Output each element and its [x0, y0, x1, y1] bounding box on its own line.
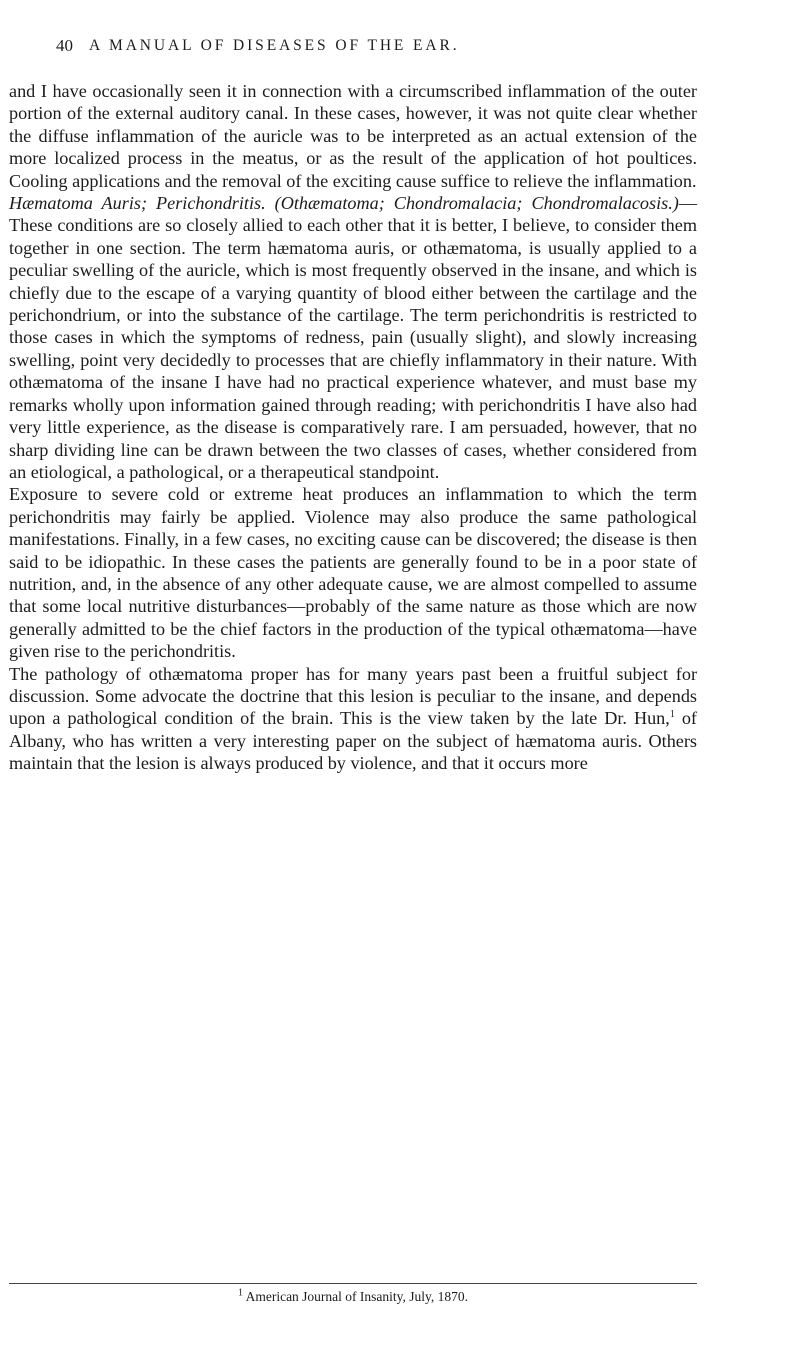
footnote-divider	[9, 1283, 697, 1284]
footnote-text: American Journal of Insanity, July, 1870.	[242, 1289, 469, 1304]
paragraph-2-text: —These conditions are so closely allied to each other that it is better, I believe, to consider them together in one section. The term hæmatoma auris, or othæmatoma, is usually applied to a peculiar swelling of the auricle, which is most frequently observed in the insane, and which is chiefly due to the escape of a varying quantity of blood either between the cartilage and the perichondrium, or into the substance of the cartilage. The term perichondritis is restricted to those cases in which the symptoms of redness, pain (usually slight), and slowly increasing swelling, point very decidedly to processes that are chiefly inflammatory in their nature. With othæmatoma of the insane I have had no practical experience whatever, and must base my remarks wholly upon information gained through reading; with perichondritis I have also had very little experience, as the disease is comparatively rare. I am persuaded, however, that no sharp dividing line can be drawn between the two classes of cases, whether considered from an etiological, a pathological, or a therapeutical standpoint.	[9, 193, 698, 482]
paragraph-3: Exposure to severe cold or extreme heat produces an inflammation to which the term perichondritis may fairly be applied. Violence may also produce the same pathological manifestations. Finally, in a few cases, no exciting cause can be discovered; the disease is then said to be idiopathic. In these cases the patients are generally found to be in a poor state of nutrition, and, in the absence of any other adequate cause, we are almost compelled to assume that some local nutritive disturbances—probably of the same nature as those which are now generally admitted to be the chief factors in the production of the typical othæmatoma—have given rise to the perichondritis.	[9, 484, 697, 662]
page-number: 40	[56, 36, 73, 55]
paragraph-4	[9, 663, 697, 775]
footnote-marker: 1	[237, 1287, 243, 1299]
section-heading-synonyms: (Othæmatoma; Chondromalacia; Chondromalacosis.)	[274, 193, 679, 214]
running-head: A MANUAL OF DISEASES OF THE EAR.	[89, 37, 460, 54]
footnote	[9, 1289, 697, 1305]
section-heading: Hæmatoma Auris; Perichondritis.	[9, 193, 266, 214]
paragraph-1: and I have occasionally seen it in connection with a circumscribed inflammation of the outer portion of the external auditory canal. In these cases, however, it was not quite clear whether the diffuse inflammation of the auricle was to be interpreted as an actual extension of the more localized process in the meatus, or as the result of the application of hot poultices. Cooling applications and the removal of the exciting cause suffice to relieve the inflammation.	[9, 81, 697, 191]
paragraph-4-text-a: The pathology of othæmatoma proper has for many years past been a fruitful subject for discussion. Some advocate the doctrine that this lesion is peculiar to the insane, and depends upon a pathological condition of the brain. This is the view taken by the late Dr. Hun,	[9, 663, 697, 729]
book-page	[56, 28, 766, 68]
body-text	[9, 80, 697, 775]
paragraph-2	[9, 192, 697, 483]
paragraph-4-text-b: of Albany, who has written a very interesting paper on the subject of hæmatoma auris. Others maintain that the lesion is always produced by violence, and that it occurs more	[9, 708, 697, 774]
footnote-reference: 1	[669, 709, 675, 721]
page-header	[56, 28, 766, 68]
